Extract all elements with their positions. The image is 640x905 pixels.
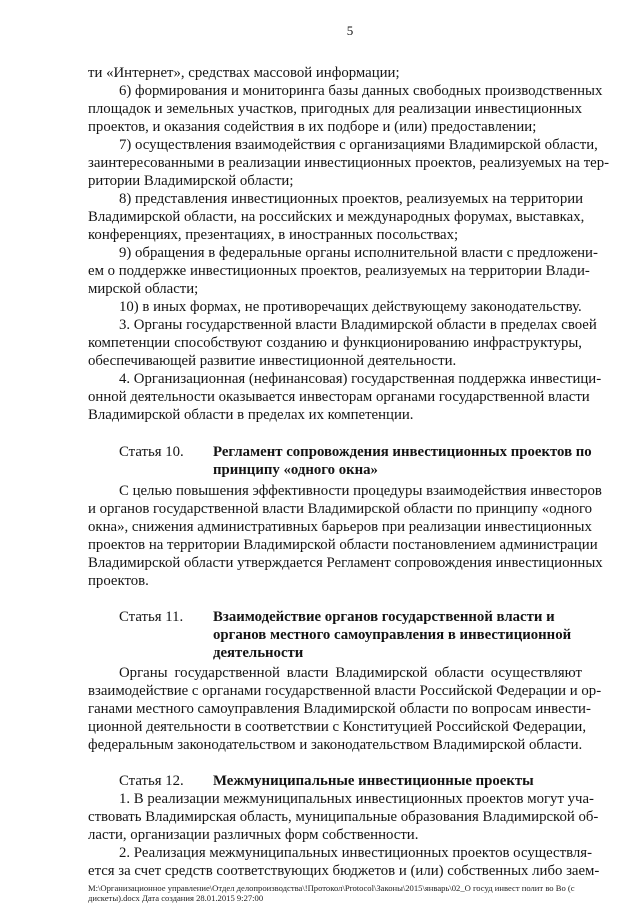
article-11-title: деятельности [213,645,304,661]
article-10-label: Статья 10. [119,444,184,460]
text-line: ется за счет средств соответствующих бюджетов и (или) собственных либо заем- [88,863,600,879]
article-11-title: Взаимодействие органов государственной власти и [213,609,555,625]
text-line: 7) осуществления взаимодействия с организациями Владимирской области, [119,137,598,153]
text-line: ритории Владимирской области; [88,173,294,189]
article-10-title: принципу «одного окна» [213,462,378,478]
text-line: 10) в иных формах, не противоречащих действующему законодательству. [119,299,582,315]
file-path-footer: М:\Организационное управление\Отдел делопроизводства\!Протокол\Protocol\Законы\2015\январь\02_О госуд инвест полит во Во (с [88,883,575,893]
text-line: ем о поддержке инвестиционных проектов, реализуемых на территории Влади- [88,263,590,279]
article-10-title: Регламент сопровождения инвестиционных проектов по [213,444,592,460]
text-line: 3. Органы государственной власти Владимирской области в пределах своей [119,317,597,333]
text-line: ласти, организации различных форм собственности. [88,827,419,843]
text-line: ганами местного самоуправления Владимирской области по вопросам инвести- [88,701,591,717]
article-12-label: Статья 12. [119,773,184,789]
text-line: онной деятельности оказывается инвесторам органами государственной власти [88,389,590,405]
text-line: 4. Организационная (нефинансовая) государственная поддержка инвестици- [119,371,602,387]
text-line: С целью повышения эффективности процедуры взаимодействия инвесторов [119,483,602,499]
page-number: 5 [346,23,354,38]
text-line: заинтересованными в реализации инвестиционных проектов, реализуемых на тер- [88,155,610,171]
text-line: проектов. [88,573,149,589]
text-line: ти «Интернет», средствах массовой информации; [88,65,400,81]
text-line: проектов, и оказания содействия в их подборе и (или) предоставлении; [88,119,537,135]
text-line: мирской области; [88,281,199,297]
text-line: федеральным законодательством и законодательством Владимирской области. [88,737,583,753]
file-path-footer: дискеты).docx Дата создания 28.01.2015 9:27:00 [88,893,264,903]
text-line: взаимодействие с органами государственной власти Российской Федерации и ор- [88,683,602,699]
text-line: компетенции способствуют созданию и функционированию инфраструктуры, [88,335,582,351]
text-line: обеспечивающей развитие инвестиционной деятельности. [88,353,457,369]
text-line: проектов на территории Владимирской области постановлением администрации [88,537,598,553]
text-line: 2. Реализация межмуниципальных инвестиционных проектов осуществля- [119,845,592,861]
text-line: окна», снижения административных барьеров при реализации инвестиционных [88,519,592,535]
text-line: Владимирской области, на российских и международных форумах, выставках, [88,209,585,225]
text-line: ствовать Владимирская область, муниципальные образования Владимирской об- [88,809,599,825]
text-line: 8) представления инвестиционных проектов, реализуемых на территории [119,191,584,207]
text-line: и органов государственной власти Владимирской области по принципу «одного [88,501,593,517]
text-line: Владимирской области в пределах их компетенции. [88,407,414,423]
article-11-title: органов местного самоуправления в инвестиционной [213,627,572,643]
article-11-label: Статья 11. [119,609,184,625]
text-line: площадок и земельных участков, пригодных для реализации инвестиционных [88,101,582,117]
text-line: ционной деятельности в соответствии с Конституцией Российской Федерации, [88,719,587,735]
text-line: 1. В реализации межмуниципальных инвестиционных проектов могут уча- [119,791,594,807]
text-line: 9) обращения в федеральные органы исполнительной власти с предложени- [119,245,598,261]
text-line: Органы государственной власти Владимирской области осуществляют [119,665,582,681]
text-line: конференциях, презентациях, в иностранных посольствах; [88,227,459,243]
article-12-title: Межмуниципальные инвестиционные проекты [213,773,534,789]
text-line: 6) формирования и мониторинга базы данных свободных производственных [119,83,603,99]
text-line: Владимирской области утверждается Регламент сопровождения инвестиционных [88,555,603,571]
